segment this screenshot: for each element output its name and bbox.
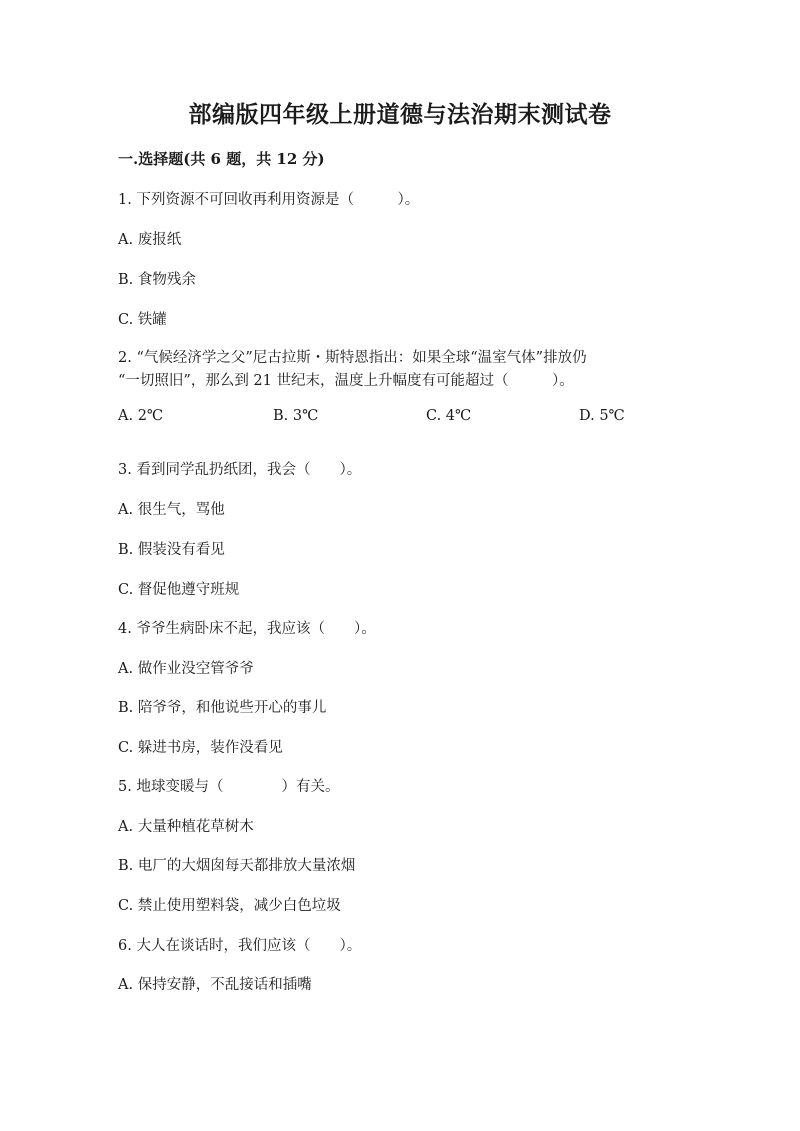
question-2-option-b: B. 3℃ <box>273 408 319 424</box>
question-2-option-c: C. 4℃ <box>426 408 472 424</box>
question-1-stem: 1. 下列资源不可回收再利用资源是（ ）。 <box>118 192 420 208</box>
question-4-stem: 4. 爷爷生病卧床不起，我应该（ ）。 <box>118 621 376 637</box>
question-1-option-c: C. 铁罐 <box>118 312 167 328</box>
question-5-stem: 5. 地球变暖与（ ）有关。 <box>118 779 340 795</box>
question-4-option-c: C. 躲进书房，装作没看见 <box>118 740 283 756</box>
question-4-option-b: B. 陪爷爷，和他说些开心的事儿 <box>118 700 327 716</box>
question-2-stem-line-1: 2. “气候经济学之父”尼古拉斯・斯特恩指出：如果全球“温室气体”排放仍 <box>118 350 587 366</box>
question-2-stem-line-2: “一切照旧”，那么到 21 世纪末，温度上升幅度有可能超过（ ）。 <box>118 373 574 389</box>
question-5-option-a: A. 大量种植花草树木 <box>118 819 254 835</box>
question-4-option-a: A. 做作业没空管爷爷 <box>118 661 254 677</box>
question-3-option-a: A. 很生气，骂他 <box>118 502 225 518</box>
question-1-option-b: B. 食物残余 <box>118 272 196 288</box>
question-2-option-d: D. 5℃ <box>579 408 625 424</box>
question-5-option-c: C. 禁止使用塑料袋，减少白色垃圾 <box>118 898 341 914</box>
question-6-stem: 6. 大人在谈话时，我们应该（ ）。 <box>118 938 362 954</box>
question-3-option-b: B. 假装没有看见 <box>118 542 225 558</box>
page-title: 部编版四年级上册道德与法治期末测试卷 <box>188 101 612 128</box>
question-6-option-a: A. 保持安静，不乱接话和插嘴 <box>118 977 312 993</box>
section-heading: 一.选择题(共 6 题，共 12 分) <box>118 150 325 168</box>
question-3-stem: 3. 看到同学乱扔纸团，我会（ ）。 <box>118 462 362 478</box>
question-1-option-a: A. 废报纸 <box>118 232 182 248</box>
question-2-option-a: A. 2℃ <box>118 408 164 424</box>
question-5-option-b: B. 电厂的大烟囱每天都排放大量浓烟 <box>118 858 356 874</box>
question-3-option-c: C. 督促他遵守班规 <box>118 582 240 598</box>
